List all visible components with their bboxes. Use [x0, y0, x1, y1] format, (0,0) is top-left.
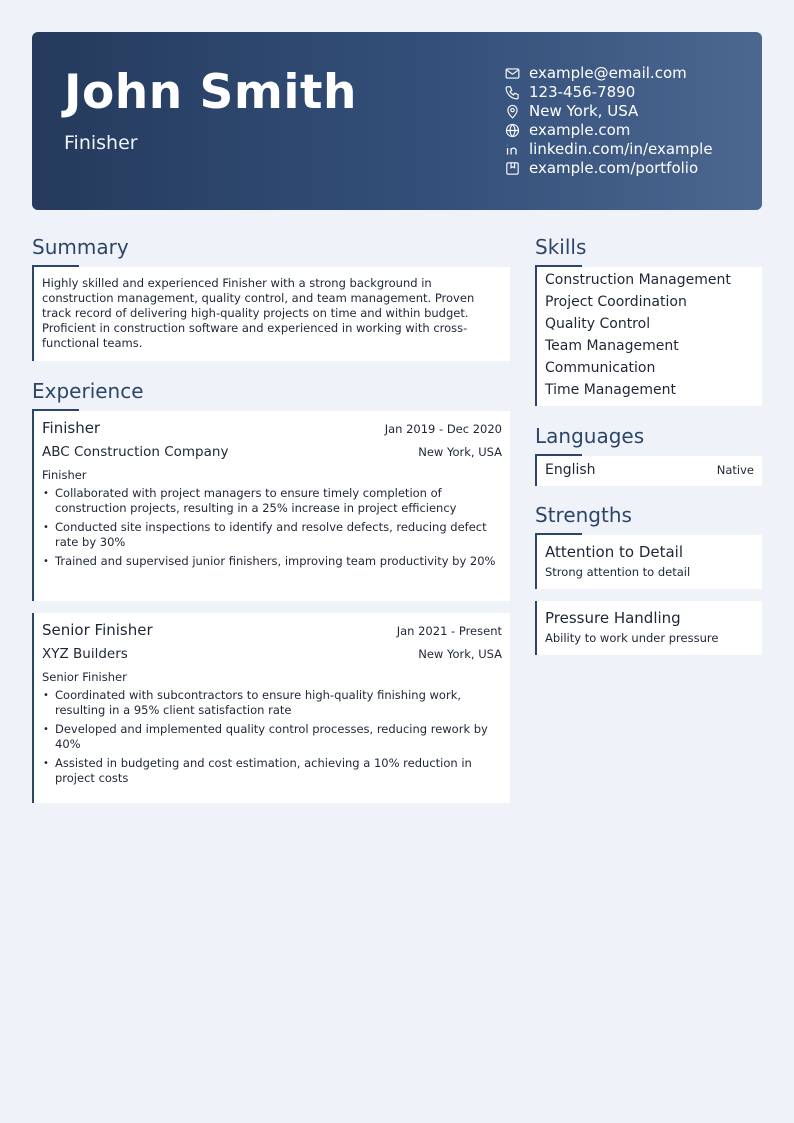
- strength-card-2: [535, 601, 762, 655]
- summary-heading: [32, 235, 129, 268]
- location-pin-icon: [504, 103, 521, 120]
- portfolio-icon: [504, 160, 521, 177]
- languages-heading: [535, 424, 644, 457]
- skills-card: [535, 267, 762, 406]
- strengths-heading-text: Strengths: [535, 503, 632, 527]
- strength-description: Ability to work under pressure: [545, 631, 719, 645]
- list-item: • Assisted in budgeting and cost estimation, achieving a 10% reduction in project costs: [42, 756, 502, 786]
- summary-card: [32, 267, 510, 361]
- languages-card: [535, 456, 762, 486]
- job-dates: Jan 2021 - Present: [396, 624, 502, 638]
- job-location: New York, USA: [418, 445, 502, 459]
- resume-header: [32, 32, 762, 210]
- experience-heading-text: Experience: [32, 379, 144, 403]
- experience-card-2: [32, 613, 510, 803]
- candidate-title: Finisher: [64, 132, 138, 154]
- mail-icon: [504, 65, 521, 82]
- contact-phone-text: 123-456-7890: [529, 83, 636, 101]
- job-company-row: [42, 646, 502, 662]
- linkedin-icon: [504, 141, 521, 158]
- job-company-row: [42, 444, 502, 460]
- phone-icon: [504, 84, 521, 101]
- skill-item: Construction Management: [545, 272, 731, 288]
- contact-list: [504, 64, 713, 178]
- summary-text: Highly skilled and experienced Finisher with a strong background in construction management, quality control, and team management. Proven track record of delivering high-quality projects on time and within budget. Proficient in construction software and experienced in working with cross-functional teams.: [42, 276, 475, 350]
- job-header: [42, 419, 502, 437]
- job-company: ABC Construction Company: [42, 444, 229, 460]
- job-header: [42, 621, 502, 639]
- job-bullets: [42, 486, 502, 569]
- language-level: Native: [716, 463, 754, 477]
- languages-heading-text: Languages: [535, 424, 645, 448]
- contact-linkedin[interactable]: [504, 140, 713, 159]
- strength-description: Strong attention to detail: [545, 565, 691, 579]
- job-location: New York, USA: [418, 647, 502, 661]
- language-name: English: [545, 462, 596, 478]
- contact-portfolio[interactable]: [504, 159, 713, 178]
- strength-title: Pressure Handling: [545, 609, 681, 627]
- job-dates: Jan 2019 - Dec 2020: [384, 422, 502, 436]
- job-bullets: [42, 688, 502, 786]
- skill-item: Time Management: [545, 382, 676, 398]
- job-subtitle: Finisher: [42, 468, 87, 482]
- contact-portfolio-text: example.com/portfolio: [529, 159, 699, 177]
- skills-heading: [535, 235, 586, 268]
- job-company: XYZ Builders: [42, 646, 128, 662]
- skills-heading-text: Skills: [535, 235, 587, 259]
- skill-item: Communication: [545, 360, 656, 376]
- language-row: [545, 456, 754, 484]
- contact-phone[interactable]: [504, 83, 713, 102]
- contact-email[interactable]: [504, 64, 713, 83]
- list-item: • Coordinated with subcontractors to ensure high-quality finishing work, resulting in a 95% client satisfaction rate: [42, 688, 502, 718]
- skill-item: Team Management: [545, 338, 679, 354]
- strengths-heading: [535, 503, 632, 536]
- contact-website[interactable]: [504, 121, 713, 140]
- experience-heading: [32, 379, 144, 412]
- strength-card-1: [535, 535, 762, 589]
- skill-item: Quality Control: [545, 316, 651, 332]
- contact-website-text: example.com: [529, 121, 631, 139]
- contact-location: [504, 102, 713, 121]
- contact-linkedin-text: linkedin.com/in/example: [529, 140, 713, 158]
- contact-location-text: New York, USA: [529, 102, 639, 120]
- globe-icon: [504, 122, 521, 139]
- experience-card-1: [32, 411, 510, 601]
- contact-email-text: example@email.com: [529, 64, 687, 82]
- job-role: Senior Finisher: [42, 621, 153, 639]
- list-item: • Collaborated with project managers to ensure timely completion of construction projects, resulting in a 25% increase in project efficiency: [42, 486, 502, 516]
- candidate-name: John Smith: [64, 65, 357, 120]
- list-item: • Developed and implemented quality control processes, reducing rework by 40%: [42, 722, 502, 752]
- skill-item: Project Coordination: [545, 294, 687, 310]
- list-item: • Conducted site inspections to identify and resolve defects, reducing defect rate by 30%: [42, 520, 502, 550]
- job-role: Finisher: [42, 419, 101, 437]
- job-subtitle: Senior Finisher: [42, 670, 127, 684]
- list-item: • Trained and supervised junior finishers, improving team productivity by 20%: [42, 554, 502, 569]
- strength-title: Attention to Detail: [545, 543, 684, 561]
- summary-heading-text: Summary: [32, 235, 129, 259]
